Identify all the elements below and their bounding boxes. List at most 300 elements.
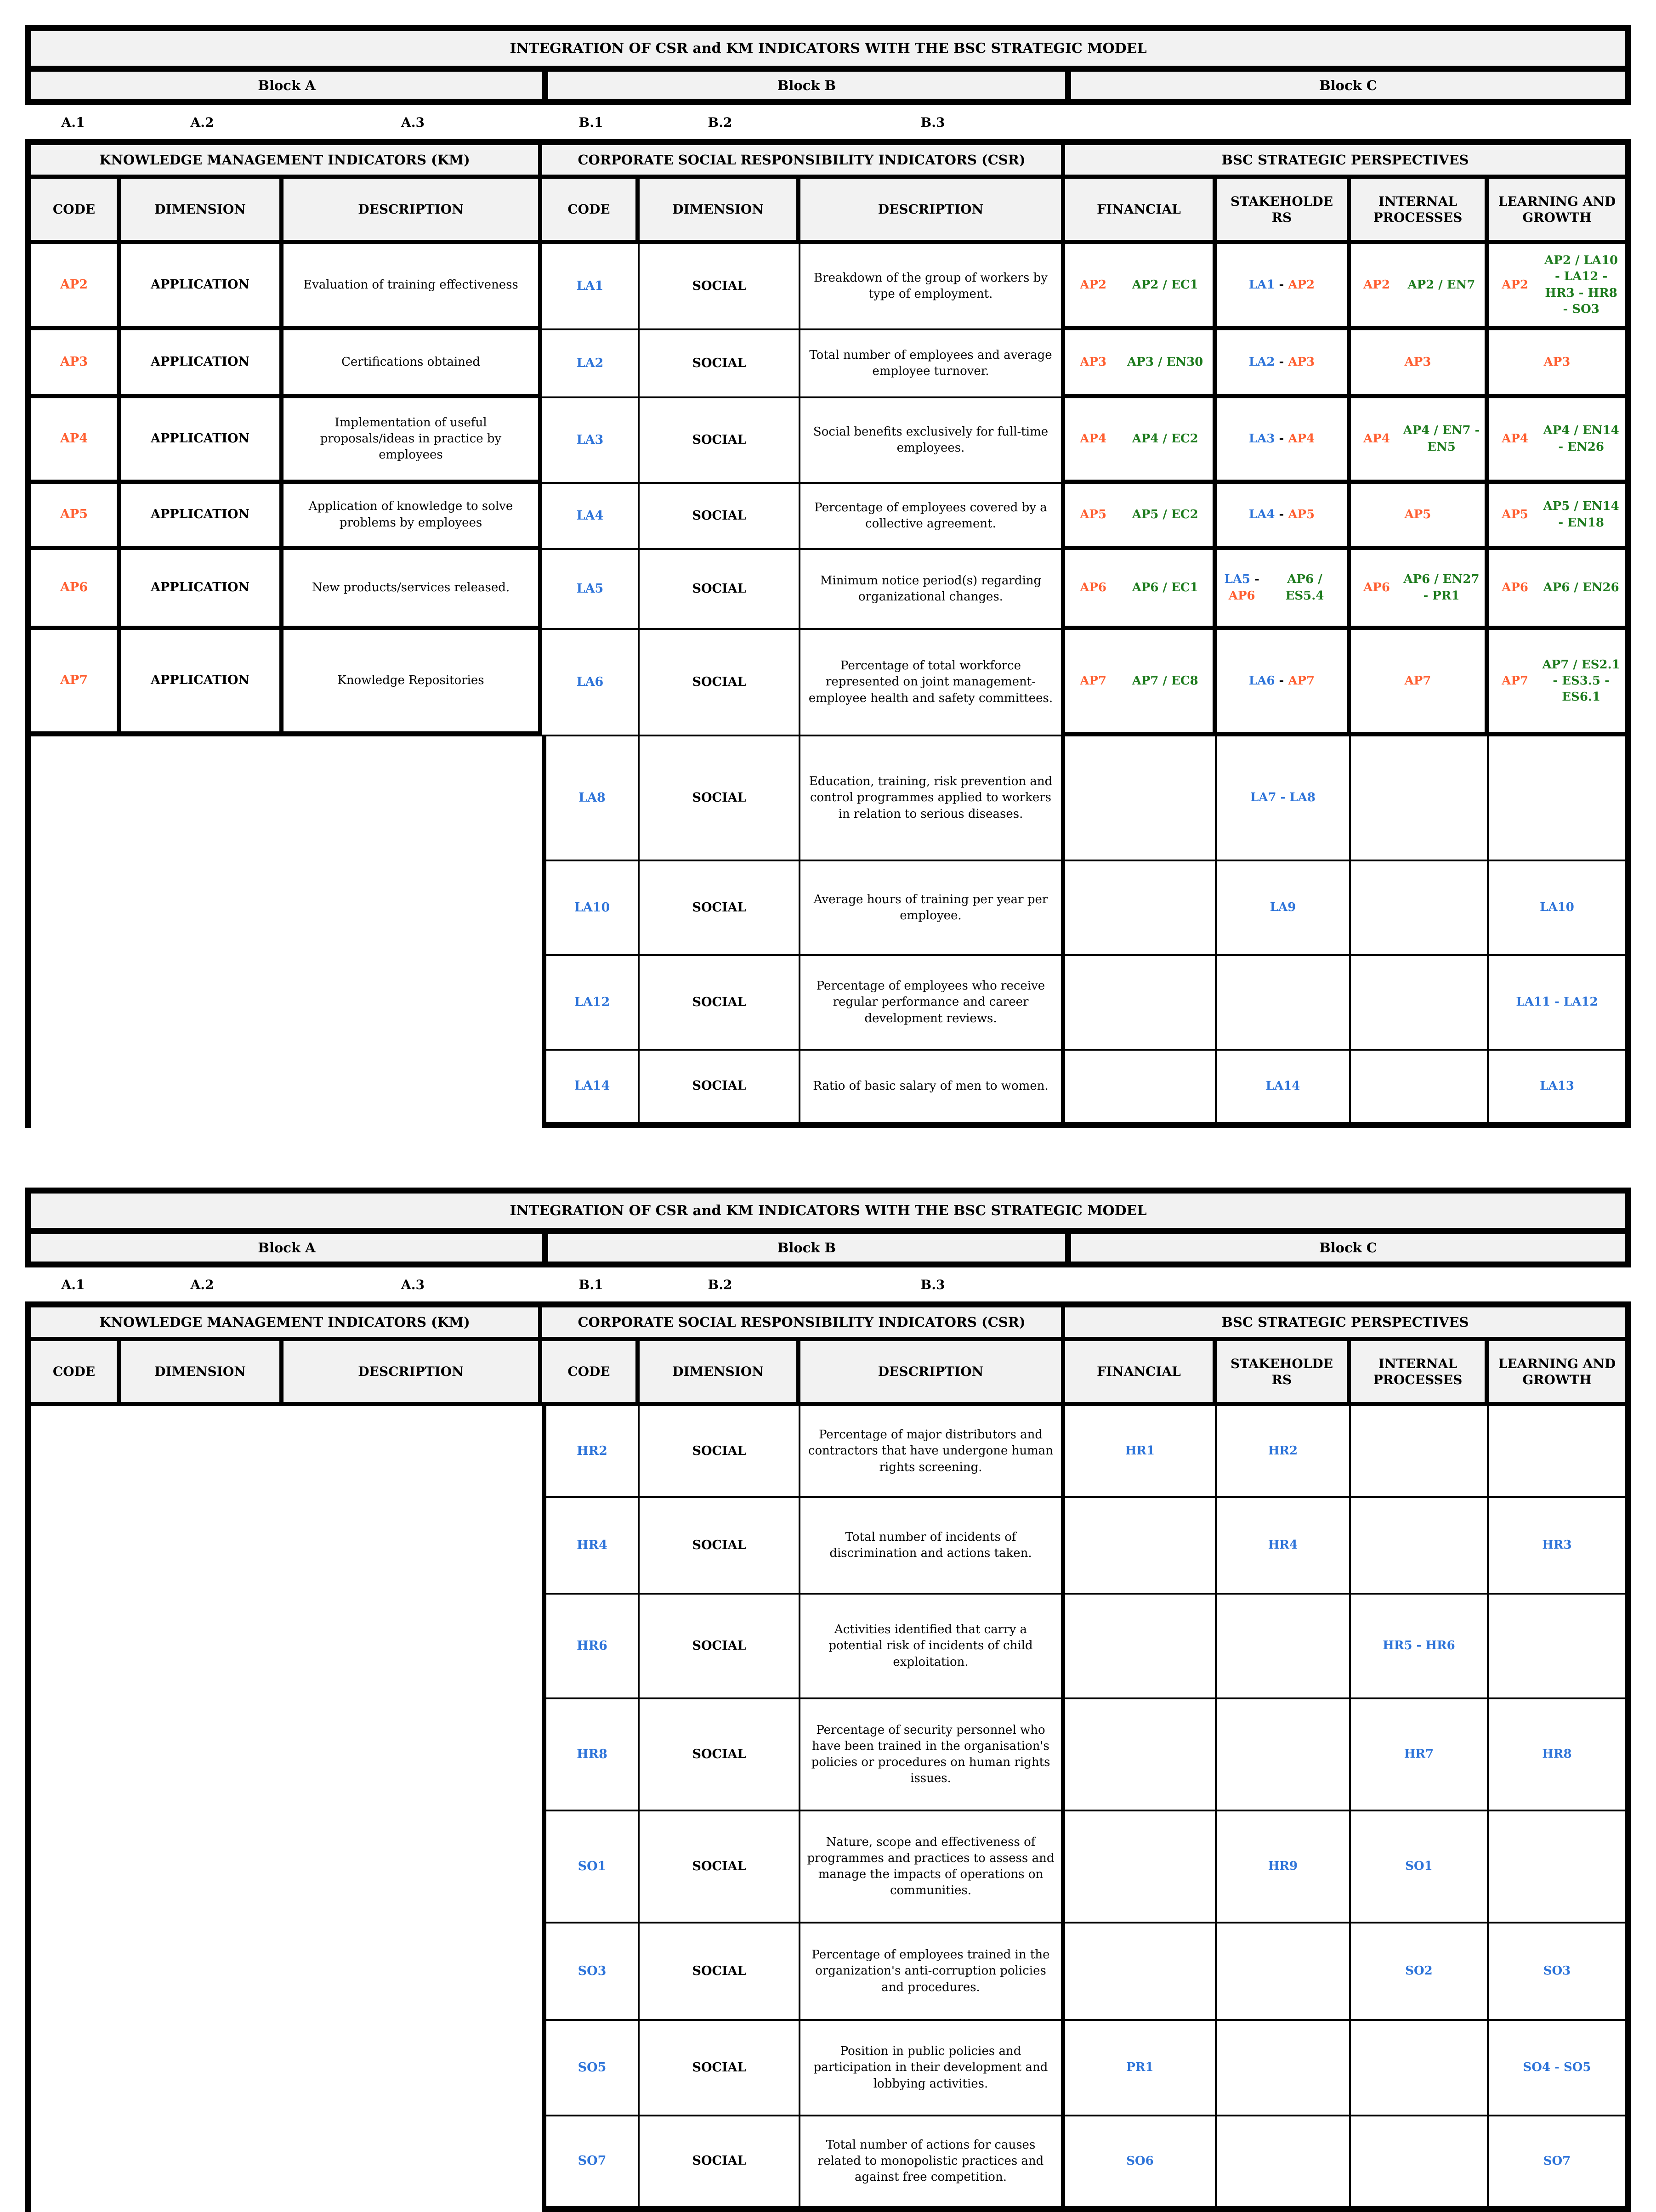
bsc-code-text: AP6 bbox=[1363, 580, 1390, 594]
bsc-code-text: LA5 bbox=[1224, 572, 1251, 587]
bsc-code-text: LA4 bbox=[1248, 507, 1275, 521]
csr-code-text: HR4 bbox=[577, 1538, 607, 1552]
bsc-learning-growth-cell bbox=[1489, 2021, 1631, 2116]
bsc-code-text: AP6 / ES5.4 bbox=[1285, 572, 1324, 603]
bsc-code-text: AP5 / EN14 - EN18 bbox=[1543, 499, 1619, 530]
bsc-learning-growth-cell bbox=[1489, 630, 1631, 736]
table-row bbox=[25, 1811, 1631, 1923]
bsc-code-text: - bbox=[1275, 673, 1288, 688]
csr-description-cell: Percentage of major distributors and contractors that have undergone human rights screening. bbox=[800, 1406, 1065, 1498]
bsc-code-group bbox=[1125, 1443, 1155, 1459]
csr-code-text: LA12 bbox=[574, 995, 610, 1009]
bsc-learning-growth-cell bbox=[1489, 1699, 1631, 1811]
bsc-code-group bbox=[1070, 507, 1117, 523]
sub-label-b1: B.1 bbox=[578, 1277, 603, 1292]
table-row bbox=[25, 1498, 1631, 1595]
km-empty-cell bbox=[284, 956, 542, 1051]
csr-dimension-cell: SOCIAL bbox=[640, 1595, 800, 1699]
bsc-stakeholders-cell bbox=[1217, 1923, 1351, 2021]
csr-code-cell bbox=[542, 484, 640, 550]
bsc-code-group bbox=[1122, 580, 1208, 596]
csr-code-text: LA5 bbox=[576, 581, 604, 596]
bsc-code-group bbox=[1266, 1078, 1300, 1094]
km-empty-cell bbox=[284, 1051, 542, 1128]
km-group-header: KNOWLEDGE MANAGEMENT INDICATORS (KM) bbox=[25, 1301, 542, 1341]
csr-dimension-cell: SOCIAL bbox=[640, 1498, 800, 1595]
col-header-internal-processes: INTERNAL PROCESSES bbox=[1351, 179, 1489, 244]
bsc-code-text: - bbox=[1250, 572, 1259, 587]
bsc-stakeholders-cell bbox=[1217, 1811, 1351, 1923]
bsc-code-text: AP2 bbox=[1502, 277, 1528, 292]
csr-dimension-cell: SOCIAL bbox=[640, 1051, 800, 1128]
km-code-cell bbox=[25, 244, 121, 330]
km-empty-cell bbox=[25, 1498, 121, 1595]
sub-label-a3: A.3 bbox=[401, 1277, 425, 1292]
km-code-text: AP2 bbox=[60, 277, 88, 292]
bsc-code-text: AP6 bbox=[1080, 580, 1107, 594]
bsc-learning-growth-cell bbox=[1489, 398, 1631, 484]
block-c-header: Block C bbox=[1065, 66, 1631, 105]
csr-dimension-cell: SOCIAL bbox=[640, 2021, 800, 2116]
bsc-code-group bbox=[1122, 673, 1208, 689]
col-header-km-dimension: DIMENSION bbox=[121, 179, 284, 244]
col-header-km-description: DESCRIPTION bbox=[284, 179, 542, 244]
bsc-internal-processes-cell bbox=[1351, 861, 1489, 956]
bsc-code-group bbox=[1355, 580, 1398, 596]
bsc-code-group bbox=[1249, 431, 1315, 447]
csr-dimension-cell: SOCIAL bbox=[640, 484, 800, 550]
sub-label-b2: B.2 bbox=[708, 1277, 732, 1292]
group-header-row bbox=[25, 1301, 1631, 1341]
km-empty-cell bbox=[284, 861, 542, 956]
bsc-code-text: AP3 bbox=[1080, 355, 1107, 369]
csr-description-cell: Percentage of employees who receive regular performance and career development reviews. bbox=[800, 956, 1065, 1051]
bsc-stakeholders-cell bbox=[1217, 244, 1351, 330]
sub-label-b3: B.3 bbox=[920, 114, 945, 130]
bsc-financial-cell bbox=[1065, 956, 1217, 1051]
bsc-code-text: AP7 / EC8 bbox=[1132, 673, 1198, 688]
bsc-learning-growth-cell bbox=[1489, 550, 1631, 630]
csr-code-text: LA2 bbox=[576, 356, 604, 370]
bsc-code-group bbox=[1543, 1963, 1571, 1979]
col-header-financial: FINANCIAL bbox=[1065, 1341, 1217, 1406]
csr-dimension-cell: SOCIAL bbox=[640, 398, 800, 484]
group-header-row bbox=[25, 139, 1631, 179]
csr-dimension-cell: SOCIAL bbox=[640, 550, 800, 630]
bsc-code-text: AP4 / EN7 - EN5 bbox=[1403, 424, 1480, 454]
bsc-code-text: HR4 bbox=[1268, 1538, 1298, 1552]
bsc-financial-cell bbox=[1065, 244, 1217, 330]
csr-code-cell bbox=[542, 1595, 640, 1699]
csr-dimension-cell: SOCIAL bbox=[640, 1406, 800, 1498]
bsc-code-text: AP7 bbox=[1288, 673, 1315, 688]
bsc-code-text: AP7 / ES2.1 - ES3.5 - ES6.1 bbox=[1542, 657, 1620, 704]
col-header-csr-description: DESCRIPTION bbox=[800, 1341, 1065, 1406]
table-2-body bbox=[25, 1406, 1631, 2212]
bsc-code-text: AP4 bbox=[1502, 431, 1528, 446]
bsc-code-group bbox=[1270, 900, 1296, 916]
bsc-code-group bbox=[1542, 498, 1621, 531]
bsc-code-group bbox=[1493, 277, 1537, 293]
bsc-code-text: HR8 bbox=[1542, 1747, 1572, 1761]
sub-label-spacer bbox=[1217, 1267, 1351, 1301]
km-empty-cell bbox=[25, 1923, 121, 2021]
km-empty-cell bbox=[25, 1699, 121, 1811]
csr-code-cell bbox=[542, 956, 640, 1051]
km-code-text: AP3 bbox=[60, 355, 88, 369]
block-b-header: Block B bbox=[542, 1228, 1065, 1267]
bsc-code-text: AP6 bbox=[1228, 588, 1255, 603]
sub-label-spacer bbox=[1065, 1267, 1217, 1301]
bsc-code-text: - bbox=[1275, 355, 1288, 369]
bsc-code-group bbox=[1267, 571, 1342, 604]
bsc-learning-growth-cell bbox=[1489, 1595, 1631, 1699]
km-empty-cell bbox=[25, 861, 121, 956]
sub-label-row bbox=[25, 105, 1631, 139]
bsc-code-text: LA13 bbox=[1540, 1079, 1574, 1093]
bsc-code-text: SO3 bbox=[1543, 1964, 1571, 1978]
bsc-internal-processes-cell bbox=[1351, 1699, 1489, 1811]
bsc-code-group bbox=[1249, 507, 1315, 523]
bsc-code-text: AP4 / EN14 - EN26 bbox=[1543, 424, 1619, 454]
table-row bbox=[25, 484, 1631, 550]
bsc-code-text: LA14 bbox=[1265, 1079, 1300, 1093]
bsc-internal-processes-cell bbox=[1351, 956, 1489, 1051]
km-empty-cell bbox=[121, 861, 284, 956]
bsc-financial-cell bbox=[1065, 550, 1217, 630]
bsc-internal-processes-cell bbox=[1351, 630, 1489, 736]
csr-dimension-cell: SOCIAL bbox=[640, 330, 800, 398]
col-header-csr-description: DESCRIPTION bbox=[800, 179, 1065, 244]
km-empty-cell bbox=[284, 2116, 542, 2212]
km-empty-cell bbox=[121, 2116, 284, 2212]
bsc-code-group bbox=[1122, 431, 1208, 447]
bsc-code-text: AP7 bbox=[1404, 673, 1431, 688]
bsc-code-group bbox=[1122, 354, 1208, 370]
bsc-learning-growth-cell bbox=[1489, 861, 1631, 956]
csr-code-cell bbox=[542, 550, 640, 630]
bsc-code-text: AP5 bbox=[1288, 507, 1315, 521]
bsc-stakeholders-cell bbox=[1217, 736, 1351, 861]
bsc-code-text: AP4 bbox=[1080, 431, 1107, 446]
km-empty-cell bbox=[284, 1699, 542, 1811]
km-dimension-cell: APPLICATION bbox=[121, 398, 284, 484]
km-empty-cell bbox=[121, 1595, 284, 1699]
km-description-cell: Implementation of useful proposals/ideas in practice by employees bbox=[284, 398, 542, 484]
sub-label-spacer bbox=[1351, 105, 1489, 139]
bsc-code-group bbox=[1542, 1537, 1571, 1553]
csr-code-text: LA6 bbox=[576, 674, 604, 689]
block-a-header: Block A bbox=[25, 66, 542, 105]
block-header-row bbox=[25, 1228, 1631, 1267]
bsc-stakeholders-cell bbox=[1217, 2116, 1351, 2212]
block-header-row bbox=[25, 66, 1631, 105]
csr-code-text: LA10 bbox=[574, 900, 610, 915]
bsc-code-group bbox=[1249, 354, 1315, 370]
km-empty-cell bbox=[25, 736, 121, 861]
bsc-internal-processes-cell bbox=[1351, 1406, 1489, 1498]
bsc-internal-processes-cell bbox=[1351, 1923, 1489, 2021]
col-header-financial: FINANCIAL bbox=[1065, 179, 1217, 244]
bsc-code-group bbox=[1493, 507, 1537, 523]
table-row bbox=[25, 2116, 1631, 2212]
sub-label-row bbox=[25, 1267, 1631, 1301]
bsc-code-text: PR1 bbox=[1126, 2060, 1154, 2075]
csr-code-text: HR6 bbox=[577, 1638, 607, 1653]
km-empty-cell bbox=[284, 2021, 542, 2116]
table-row bbox=[25, 1595, 1631, 1699]
bsc-code-group bbox=[1405, 673, 1431, 689]
bsc-code-group bbox=[1405, 354, 1431, 370]
bsc-financial-cell bbox=[1065, 1406, 1217, 1498]
bsc-code-text: HR2 bbox=[1268, 1444, 1298, 1458]
bsc-code-text: - bbox=[1275, 507, 1288, 521]
bsc-code-text: AP4 / EC2 bbox=[1132, 431, 1198, 446]
bsc-financial-cell bbox=[1065, 630, 1217, 736]
table-row bbox=[25, 2021, 1631, 2116]
col-header-km-code: CODE bbox=[25, 1341, 121, 1406]
csr-code-cell bbox=[542, 861, 640, 956]
km-code-text: AP7 bbox=[60, 673, 88, 688]
km-code-cell bbox=[25, 484, 121, 550]
bsc-code-group bbox=[1355, 431, 1398, 447]
col-header-csr-code: CODE bbox=[542, 179, 640, 244]
bsc-code-group bbox=[1405, 507, 1431, 523]
bsc-code-group bbox=[1249, 277, 1315, 293]
column-header-row bbox=[25, 179, 1631, 244]
csr-code-text: LA4 bbox=[576, 508, 604, 523]
km-empty-cell bbox=[284, 1595, 542, 1699]
sub-label-spacer bbox=[1489, 1267, 1631, 1301]
bsc-financial-cell bbox=[1065, 484, 1217, 550]
csr-code-text: HR8 bbox=[577, 1747, 607, 1761]
csr-description-cell: Social benefits exclusively for full-time employees. bbox=[800, 398, 1065, 484]
bsc-internal-processes-cell bbox=[1351, 550, 1489, 630]
km-empty-cell bbox=[121, 1699, 284, 1811]
bsc-code-text: LA9 bbox=[1270, 900, 1296, 915]
bsc-code-text: AP3 / EN30 bbox=[1127, 355, 1203, 369]
km-description-cell: Evaluation of training effectiveness bbox=[284, 244, 542, 330]
bsc-financial-cell bbox=[1065, 398, 1217, 484]
bsc-code-text: HR9 bbox=[1268, 1859, 1298, 1873]
bsc-code-text: - bbox=[1275, 277, 1288, 292]
bsc-code-group bbox=[1403, 423, 1480, 455]
bsc-financial-cell bbox=[1065, 1595, 1217, 1699]
csr-code-cell bbox=[542, 330, 640, 398]
column-header-row bbox=[25, 1341, 1631, 1406]
table-row bbox=[25, 1699, 1631, 1811]
csr-code-text: SO3 bbox=[578, 1963, 607, 1978]
csr-dimension-cell: SOCIAL bbox=[640, 244, 800, 330]
col-header-stakeholders: STAKEHOLDERS bbox=[1217, 1341, 1351, 1406]
csr-description-cell: Nature, scope and effectiveness of programmes and practices to assess and manage the impacts of operations on communities. bbox=[800, 1811, 1065, 1923]
bsc-code-text: AP5 / EC2 bbox=[1132, 507, 1198, 521]
bsc-code-group bbox=[1070, 277, 1117, 293]
bsc-code-group bbox=[1542, 253, 1621, 317]
table-row bbox=[25, 330, 1631, 398]
bsc-financial-cell bbox=[1065, 1051, 1217, 1128]
col-header-csr-code: CODE bbox=[542, 1341, 640, 1406]
csr-description-cell: Breakdown of the group of workers by type of employment. bbox=[800, 244, 1065, 330]
bsc-learning-growth-cell bbox=[1489, 484, 1631, 550]
table-row bbox=[25, 1051, 1631, 1128]
bsc-internal-processes-cell bbox=[1351, 1811, 1489, 1923]
bsc-stakeholders-cell bbox=[1217, 484, 1351, 550]
bsc-code-text: LA7 - LA8 bbox=[1250, 791, 1316, 805]
csr-code-text: HR2 bbox=[577, 1443, 607, 1458]
km-dimension-cell: APPLICATION bbox=[121, 484, 284, 550]
bsc-code-group bbox=[1126, 2059, 1153, 2076]
bsc-code-group bbox=[1523, 2059, 1591, 2076]
km-empty-cell bbox=[121, 1811, 284, 1923]
bsc-learning-growth-cell bbox=[1489, 330, 1631, 398]
km-empty-cell bbox=[121, 1406, 284, 1498]
km-description-cell: New products/services released. bbox=[284, 550, 542, 630]
bsc-code-group bbox=[1268, 1858, 1298, 1874]
csr-description-cell: Ratio of basic salary of men to women. bbox=[800, 1051, 1065, 1128]
csr-dimension-cell: SOCIAL bbox=[640, 2116, 800, 2212]
km-code-cell bbox=[25, 550, 121, 630]
bsc-code-text: LA10 bbox=[1540, 900, 1574, 915]
bsc-stakeholders-cell bbox=[1217, 398, 1351, 484]
csr-code-text: SO7 bbox=[578, 2154, 607, 2168]
csr-dimension-cell: SOCIAL bbox=[640, 1811, 800, 1923]
csr-code-cell bbox=[542, 398, 640, 484]
bsc-code-text: AP2 / EN7 bbox=[1407, 277, 1475, 292]
bsc-internal-processes-cell bbox=[1351, 1051, 1489, 1128]
bsc-code-group bbox=[1122, 507, 1208, 523]
bsc-learning-growth-cell bbox=[1489, 1811, 1631, 1923]
csr-dimension-cell: SOCIAL bbox=[640, 1699, 800, 1811]
csr-dimension-cell: SOCIAL bbox=[640, 956, 800, 1051]
bsc-code-text: HR7 bbox=[1404, 1747, 1434, 1761]
table-row bbox=[25, 861, 1631, 956]
csr-description-cell: Total number of employees and average employee turnover. bbox=[800, 330, 1065, 398]
bsc-code-group bbox=[1405, 1858, 1433, 1874]
csr-description-cell: Average hours of training per year per employee. bbox=[800, 861, 1065, 956]
csr-code-cell bbox=[542, 244, 640, 330]
bsc-stakeholders-cell bbox=[1217, 861, 1351, 956]
bsc-financial-cell bbox=[1065, 1699, 1217, 1811]
bsc-code-text: SO2 bbox=[1405, 1964, 1433, 1978]
csr-description-cell: Minimum notice period(s) regarding organizational changes. bbox=[800, 550, 1065, 630]
km-empty-cell bbox=[284, 1923, 542, 2021]
table-row bbox=[25, 630, 1631, 736]
table-title-text: INTEGRATION OF CSR and KM INDICATORS WITH THE BSC STRATEGIC MODEL bbox=[510, 1203, 1147, 1219]
bsc-code-group bbox=[1355, 277, 1398, 293]
csr-code-text: LA14 bbox=[574, 1079, 610, 1093]
km-empty-cell bbox=[25, 1051, 121, 1128]
bsc-stakeholders-cell bbox=[1217, 550, 1351, 630]
km-dimension-cell: APPLICATION bbox=[121, 330, 284, 398]
bsc-code-text: AP4 bbox=[1363, 431, 1390, 446]
sub-label-b2: B.2 bbox=[708, 114, 732, 130]
bsc-code-text: LA3 bbox=[1248, 431, 1275, 446]
bsc-code-text: AP6 / EN27 - PR1 bbox=[1403, 572, 1480, 603]
csr-code-cell bbox=[542, 2116, 640, 2212]
bsc-internal-processes-cell bbox=[1351, 2021, 1489, 2116]
bsc-code-text: HR1 bbox=[1125, 1444, 1155, 1458]
sub-label-b3: B.3 bbox=[920, 1277, 945, 1292]
bsc-code-group bbox=[1493, 673, 1537, 689]
bsc-stakeholders-cell bbox=[1217, 330, 1351, 398]
csr-description-cell: Percentage of employees trained in the organization's anti-corruption policies and procedures. bbox=[800, 1923, 1065, 2021]
bsc-code-group bbox=[1516, 994, 1598, 1010]
col-header-km-description: DESCRIPTION bbox=[284, 1341, 542, 1406]
bsc-learning-growth-cell bbox=[1489, 244, 1631, 330]
bsc-stakeholders-cell bbox=[1217, 1498, 1351, 1595]
bsc-code-group bbox=[1122, 277, 1208, 293]
km-code-text: AP6 bbox=[60, 580, 88, 595]
km-code-text: AP5 bbox=[60, 507, 88, 522]
block-b-header: Block B bbox=[542, 66, 1065, 105]
bsc-code-group bbox=[1383, 1638, 1455, 1654]
bsc-stakeholders-cell bbox=[1217, 1051, 1351, 1128]
bsc-code-text: AP6 / EN26 bbox=[1543, 580, 1619, 594]
bsc-financial-cell bbox=[1065, 2116, 1217, 2212]
csr-dimension-cell: SOCIAL bbox=[640, 736, 800, 861]
sub-label-spacer bbox=[1489, 105, 1631, 139]
col-header-csr-dimension: DIMENSION bbox=[640, 1341, 800, 1406]
integration-table-2 bbox=[25, 1188, 1631, 2212]
bsc-code-group bbox=[1250, 790, 1316, 806]
bsc-code-text: AP3 bbox=[1404, 355, 1431, 369]
col-header-km-code: CODE bbox=[25, 179, 121, 244]
bsc-code-text: AP6 / EC1 bbox=[1132, 580, 1198, 594]
bsc-learning-growth-cell bbox=[1489, 736, 1631, 861]
bsc-code-group bbox=[1543, 2153, 1571, 2169]
km-empty-cell bbox=[25, 956, 121, 1051]
bsc-code-group bbox=[1542, 1746, 1571, 1762]
km-empty-cell bbox=[121, 956, 284, 1051]
csr-code-cell bbox=[542, 1051, 640, 1128]
bsc-financial-cell bbox=[1065, 736, 1217, 861]
bsc-learning-growth-cell bbox=[1489, 1406, 1631, 1498]
csr-description-cell: Percentage of employees covered by a collective agreement. bbox=[800, 484, 1065, 550]
sub-label-a1: A.1 bbox=[61, 1277, 85, 1292]
sub-label-a2: A.2 bbox=[190, 1277, 214, 1292]
bsc-code-text: LA2 bbox=[1248, 355, 1275, 369]
km-description-cell: Knowledge Repositories bbox=[284, 630, 542, 736]
block-a-header: Block A bbox=[25, 1228, 542, 1267]
col-header-internal-processes: INTERNAL PROCESSES bbox=[1351, 1341, 1489, 1406]
bsc-code-group bbox=[1542, 657, 1621, 705]
bsc-stakeholders-cell bbox=[1217, 956, 1351, 1051]
csr-code-cell bbox=[542, 1406, 640, 1498]
bsc-code-group bbox=[1070, 580, 1117, 596]
km-dimension-cell: APPLICATION bbox=[121, 550, 284, 630]
bsc-code-text: SO1 bbox=[1405, 1859, 1433, 1873]
bsc-learning-growth-cell bbox=[1489, 1051, 1631, 1128]
csr-dimension-cell: SOCIAL bbox=[640, 630, 800, 736]
km-code-text: AP4 bbox=[60, 431, 88, 446]
sub-label-a1: A.1 bbox=[61, 114, 85, 130]
csr-code-cell bbox=[542, 1498, 640, 1595]
bsc-code-text: AP7 bbox=[1080, 673, 1107, 688]
bsc-code-group bbox=[1542, 580, 1621, 596]
bsc-code-text: AP2 / LA10 - LA12 - HR3 - HR8 - SO3 bbox=[1544, 254, 1618, 316]
bsc-financial-cell bbox=[1065, 330, 1217, 398]
bsc-code-group bbox=[1544, 354, 1571, 370]
bsc-learning-growth-cell bbox=[1489, 1498, 1631, 1595]
csr-code-text: LA8 bbox=[578, 790, 606, 805]
csr-code-text: LA3 bbox=[576, 432, 604, 447]
bsc-code-group bbox=[1493, 580, 1537, 596]
km-code-cell bbox=[25, 398, 121, 484]
km-description-cell: Application of knowledge to solve problems by employees bbox=[284, 484, 542, 550]
bsc-stakeholders-cell bbox=[1217, 630, 1351, 736]
bsc-code-group bbox=[1403, 277, 1480, 293]
